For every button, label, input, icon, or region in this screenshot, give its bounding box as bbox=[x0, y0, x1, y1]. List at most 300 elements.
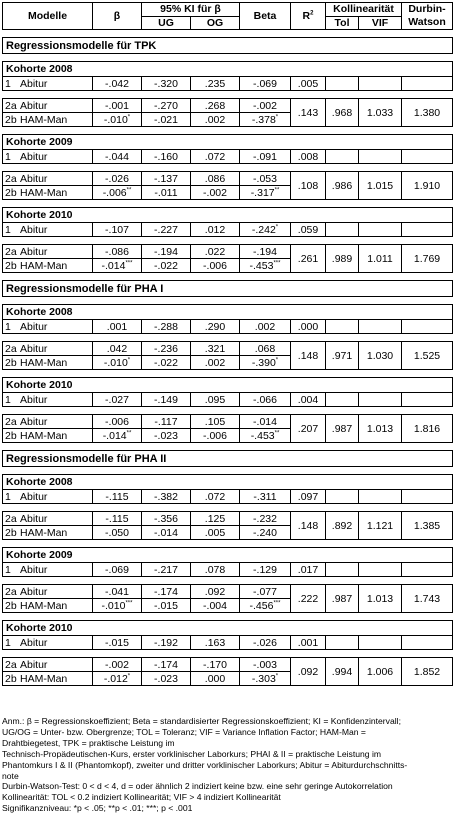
model-1-ug bbox=[142, 150, 191, 164]
model-2-beta-value: -.456 bbox=[249, 599, 274, 612]
model-1-beta-value: -.069 bbox=[253, 77, 277, 90]
model-2-b bbox=[93, 526, 142, 540]
model-label: 1 bbox=[5, 490, 11, 503]
cohort-title: Kohorte 2010 bbox=[3, 621, 453, 636]
model-2-og-value: .092 bbox=[204, 585, 226, 598]
model-1-vif-empty bbox=[359, 563, 402, 577]
predictor-label: Abitur bbox=[20, 585, 48, 598]
model-2-og bbox=[191, 658, 240, 672]
model-label: 2b bbox=[5, 599, 17, 612]
cohort-title: Kohorte 2009 bbox=[3, 135, 453, 150]
spacer-cell bbox=[3, 407, 453, 415]
model-1-r2 bbox=[291, 636, 326, 650]
model-1-label bbox=[3, 320, 93, 334]
model-2-b bbox=[93, 599, 142, 613]
model-2-ug-value: -.137 bbox=[154, 172, 178, 185]
model-1-beta bbox=[240, 223, 291, 237]
model-2-row bbox=[3, 172, 453, 186]
model-1-r2 bbox=[291, 77, 326, 91]
model-2-vif bbox=[359, 99, 402, 127]
spacer-cell bbox=[3, 650, 453, 658]
model-label: 1 bbox=[5, 150, 11, 163]
model-2-b bbox=[93, 429, 142, 443]
model-2-b-sig: *** bbox=[125, 600, 133, 606]
model-1-ug-value: -.288 bbox=[154, 320, 178, 333]
model-2-b bbox=[93, 585, 142, 599]
note-line: Phantomkurs I & II (Phantomkopf), zweiter und dritter vorklinischer Laborkurs; Abitur = Abiturdurchschnitts- bbox=[2, 759, 408, 770]
model-label: 2a bbox=[5, 512, 17, 525]
spacer-cell bbox=[3, 504, 453, 512]
model-2-beta-sig: *** bbox=[273, 600, 281, 606]
model-2-ug-value: -.174 bbox=[154, 585, 178, 598]
model-1-row bbox=[3, 393, 453, 407]
model-1-r2-value: .005 bbox=[297, 77, 319, 90]
model-1-beta bbox=[240, 490, 291, 504]
model-2-ug bbox=[142, 429, 191, 443]
model-2-tol-value: .987 bbox=[331, 592, 353, 605]
model-2-beta bbox=[240, 672, 291, 686]
model-1-ug bbox=[142, 636, 191, 650]
model-2-beta-sig: * bbox=[275, 114, 279, 120]
header-r2 bbox=[291, 3, 326, 30]
model-2-ug bbox=[142, 186, 191, 200]
header-r2-label: R bbox=[302, 10, 311, 22]
model-2-og bbox=[191, 259, 240, 273]
spacer-row bbox=[3, 334, 453, 342]
model-2-ug-value: -.023 bbox=[154, 672, 178, 685]
spacer-row bbox=[3, 273, 453, 281]
model-1-label bbox=[3, 393, 93, 407]
model-1-r2 bbox=[291, 320, 326, 334]
model-2-label bbox=[3, 245, 93, 259]
model-2-durbin-watson bbox=[402, 415, 453, 443]
model-1-r2-value: .000 bbox=[297, 320, 319, 333]
section-title: Regressionsmodelle für PHA I bbox=[3, 281, 453, 297]
model-1-r2 bbox=[291, 490, 326, 504]
predictor-label: Abitur bbox=[20, 245, 48, 258]
model-1-label bbox=[3, 77, 93, 91]
model-1-label bbox=[3, 563, 93, 577]
model-2-ug bbox=[142, 172, 191, 186]
model-label: 2b bbox=[5, 113, 17, 126]
model-1-b bbox=[93, 490, 142, 504]
model-2-r2 bbox=[291, 658, 326, 686]
predictor-label: Abitur bbox=[20, 99, 48, 112]
header-ki: 95% KI für β bbox=[142, 3, 240, 17]
model-1-og-value: .072 bbox=[204, 150, 226, 163]
model-2-og bbox=[191, 512, 240, 526]
model-2-ug bbox=[142, 245, 191, 259]
model-2-label bbox=[3, 342, 93, 356]
model-2-durbin-watson-value: 1.769 bbox=[413, 252, 441, 265]
model-2-r2 bbox=[291, 415, 326, 443]
model-1-ug-value: -.227 bbox=[154, 223, 178, 236]
model-2-label bbox=[3, 186, 93, 200]
model-2-tol bbox=[326, 99, 359, 127]
model-label: 2b bbox=[5, 186, 17, 199]
model-1-dw-empty bbox=[402, 563, 453, 577]
model-1-b-value: -.015 bbox=[105, 636, 129, 649]
model-2-r2-value: .143 bbox=[297, 106, 319, 119]
model-2-r2-value: .092 bbox=[297, 665, 319, 678]
model-2-beta-sig: ** bbox=[274, 187, 280, 193]
model-1-row bbox=[3, 490, 453, 504]
model-2-label bbox=[3, 512, 93, 526]
spacer-row bbox=[3, 127, 453, 135]
model-2-beta bbox=[240, 342, 291, 356]
model-1-dw-empty bbox=[402, 393, 453, 407]
cohort-title-row bbox=[3, 305, 453, 320]
model-1-ug-value: -.160 bbox=[154, 150, 178, 163]
model-2-ug bbox=[142, 113, 191, 127]
model-2-label bbox=[3, 415, 93, 429]
model-2-b bbox=[93, 512, 142, 526]
model-1-beta-value: -.066 bbox=[253, 393, 277, 406]
model-2-tol-value: .986 bbox=[331, 179, 353, 192]
model-1-tol-empty bbox=[326, 490, 359, 504]
model-1-beta bbox=[240, 393, 291, 407]
model-2-ug-value: -.022 bbox=[154, 356, 178, 369]
model-2-b-value: -.026 bbox=[105, 172, 129, 185]
model-2-beta-value: -.003 bbox=[253, 658, 277, 671]
model-1-b-value: -.042 bbox=[105, 77, 129, 90]
model-1-r2-value: .001 bbox=[297, 636, 319, 649]
model-2-b-value: -.006 bbox=[105, 415, 129, 428]
model-1-b bbox=[93, 77, 142, 91]
model-2-b-value: -.010 bbox=[103, 356, 128, 369]
model-2-b-value: -.115 bbox=[105, 512, 129, 525]
model-2-beta bbox=[240, 113, 291, 127]
model-2-b-value: -.002 bbox=[105, 658, 129, 671]
model-1-og-value: .078 bbox=[204, 563, 226, 576]
spacer-cell bbox=[3, 273, 453, 281]
model-2-beta-value: -.002 bbox=[253, 99, 277, 112]
model-2-og bbox=[191, 429, 240, 443]
predictor-label: Abitur bbox=[20, 490, 48, 503]
model-1-tol-empty bbox=[326, 636, 359, 650]
spacer-row bbox=[3, 577, 453, 585]
model-1-row bbox=[3, 320, 453, 334]
model-2-ug-value: -.174 bbox=[154, 658, 178, 671]
model-2-og-value: .086 bbox=[204, 172, 226, 185]
model-1-og bbox=[191, 77, 240, 91]
model-2-label bbox=[3, 113, 93, 127]
model-2-beta-value: -.378 bbox=[251, 113, 276, 126]
model-1-b-value: .001 bbox=[106, 320, 128, 333]
model-1-label bbox=[3, 223, 93, 237]
model-1-dw-empty bbox=[402, 490, 453, 504]
model-2-vif-value: 1.015 bbox=[366, 179, 394, 192]
model-2-og-value: .268 bbox=[204, 99, 226, 112]
model-2-beta bbox=[240, 99, 291, 113]
spacer-row bbox=[3, 91, 453, 99]
model-2-durbin-watson-value: 1.910 bbox=[413, 179, 441, 192]
model-2-ug bbox=[142, 585, 191, 599]
model-2-b-value: -.010 bbox=[103, 113, 128, 126]
model-2-tol bbox=[326, 658, 359, 686]
model-2-og bbox=[191, 526, 240, 540]
spacer-cell bbox=[3, 443, 453, 451]
model-2-vif-value: 1.033 bbox=[366, 106, 394, 119]
model-2-og bbox=[191, 113, 240, 127]
model-1-label bbox=[3, 150, 93, 164]
spacer-row bbox=[3, 30, 453, 38]
model-2-vif bbox=[359, 342, 402, 370]
model-2-og bbox=[191, 99, 240, 113]
header-dw-line2: Watson bbox=[408, 16, 446, 28]
model-2-og-value: .002 bbox=[204, 113, 226, 126]
model-1-row bbox=[3, 563, 453, 577]
model-2-row bbox=[3, 512, 453, 526]
model-1-beta bbox=[240, 563, 291, 577]
model-1-dw-empty bbox=[402, 636, 453, 650]
model-1-b-value: -.044 bbox=[105, 150, 129, 163]
model-1-b-value: -.115 bbox=[105, 490, 129, 503]
model-1-og bbox=[191, 636, 240, 650]
model-2-vif-value: 1.013 bbox=[366, 422, 394, 435]
model-label: 2b bbox=[5, 672, 17, 685]
model-label: 2a bbox=[5, 585, 17, 598]
model-2-tol-value: .892 bbox=[331, 519, 353, 532]
model-2-tol bbox=[326, 512, 359, 540]
model-2-row bbox=[3, 245, 453, 259]
model-1-ug bbox=[142, 563, 191, 577]
model-1-vif-empty bbox=[359, 77, 402, 91]
predictor-label: Abitur bbox=[20, 393, 48, 406]
model-1-tol-empty bbox=[326, 77, 359, 91]
model-2-durbin-watson-value: 1.743 bbox=[413, 592, 441, 605]
model-2-beta bbox=[240, 245, 291, 259]
model-2-vif bbox=[359, 415, 402, 443]
model-2-og-value: .000 bbox=[204, 672, 226, 685]
model-2-og-value: -.004 bbox=[203, 599, 227, 612]
note-line: note bbox=[2, 770, 19, 781]
model-2-durbin-watson-value: 1.852 bbox=[413, 665, 441, 678]
model-2-beta-value: -.014 bbox=[253, 415, 277, 428]
model-2-beta-value: -.077 bbox=[253, 585, 277, 598]
model-1-og-value: .012 bbox=[204, 223, 226, 236]
model-2-ug-value: -.014 bbox=[154, 526, 178, 539]
predictor-label: HAM-Man bbox=[20, 113, 68, 126]
model-1-og-value: .072 bbox=[204, 490, 226, 503]
model-1-r2-value: .097 bbox=[297, 490, 319, 503]
model-2-beta-value: -.240 bbox=[253, 526, 277, 539]
model-1-og bbox=[191, 563, 240, 577]
cohort-title-row bbox=[3, 378, 453, 393]
model-2-ug bbox=[142, 415, 191, 429]
model-1-b bbox=[93, 150, 142, 164]
model-label: 1 bbox=[5, 393, 11, 406]
model-1-b bbox=[93, 223, 142, 237]
model-2-label bbox=[3, 356, 93, 370]
model-2-ug-value: -.023 bbox=[154, 429, 178, 442]
model-1-beta-value: -.311 bbox=[253, 490, 277, 503]
predictor-label: Abitur bbox=[20, 415, 48, 428]
model-1-ug-value: -.192 bbox=[154, 636, 178, 649]
model-2-r2 bbox=[291, 342, 326, 370]
model-2-row bbox=[3, 415, 453, 429]
model-2-vif bbox=[359, 658, 402, 686]
model-label: 2a bbox=[5, 245, 17, 258]
header-modelle: Modelle bbox=[3, 3, 93, 30]
model-2-beta bbox=[240, 585, 291, 599]
model-1-og bbox=[191, 393, 240, 407]
note-line: Drahtbiegetest, TPK = praktische Leistung im bbox=[2, 737, 175, 748]
model-1-beta bbox=[240, 636, 291, 650]
model-label: 1 bbox=[5, 636, 11, 649]
model-2-b bbox=[93, 342, 142, 356]
model-2-r2-value: .222 bbox=[297, 592, 319, 605]
model-2-vif bbox=[359, 245, 402, 273]
model-1-og-value: .163 bbox=[204, 636, 226, 649]
model-2-ug bbox=[142, 526, 191, 540]
model-2-label bbox=[3, 585, 93, 599]
spacer-row bbox=[3, 200, 453, 208]
header-kollinearitaet: Kollinearität bbox=[326, 3, 402, 17]
model-2-durbin-watson bbox=[402, 342, 453, 370]
model-2-tol-value: .971 bbox=[331, 349, 353, 362]
model-2-og-value: -.002 bbox=[203, 186, 227, 199]
model-1-beta-value: -.091 bbox=[253, 150, 277, 163]
model-2-ug bbox=[142, 259, 191, 273]
model-2-vif-value: 1.121 bbox=[366, 519, 394, 532]
model-2-row bbox=[3, 658, 453, 672]
spacer-row bbox=[3, 237, 453, 245]
model-2-b bbox=[93, 356, 142, 370]
model-1-og bbox=[191, 223, 240, 237]
model-2-ug-value: -.356 bbox=[154, 512, 178, 525]
predictor-label: Abitur bbox=[20, 636, 48, 649]
model-2-tol bbox=[326, 342, 359, 370]
spacer-cell bbox=[3, 164, 453, 172]
model-2-r2-value: .108 bbox=[297, 179, 319, 192]
model-2-beta bbox=[240, 526, 291, 540]
predictor-label: Abitur bbox=[20, 77, 48, 90]
cohort-title: Kohorte 2008 bbox=[3, 62, 453, 77]
model-1-dw-empty bbox=[402, 150, 453, 164]
model-2-beta-value: -.453 bbox=[250, 429, 275, 442]
model-2-tol bbox=[326, 415, 359, 443]
note-line: Anm.: β = Regressionskoeffizient; Beta = standardisierter Regressionskoeffizient; KI = Konfidenzintervall; bbox=[2, 716, 401, 726]
cohort-title-row bbox=[3, 62, 453, 77]
spacer-cell bbox=[3, 334, 453, 342]
note-line: Technisch-Propädeutischen-Kurs, erster vorklinischer Laborkurs; PHAI & II = praktische Leistung im bbox=[2, 748, 382, 759]
spacer-row bbox=[3, 164, 453, 172]
spacer-row bbox=[3, 407, 453, 415]
spacer-cell bbox=[3, 127, 453, 135]
spacer-row bbox=[3, 650, 453, 658]
model-2-b-sig: ** bbox=[126, 430, 132, 436]
model-2-b-value: -.086 bbox=[105, 245, 129, 258]
section-title: Regressionsmodelle für TPK bbox=[3, 38, 453, 54]
model-2-b-value: -.014 bbox=[101, 259, 126, 272]
model-2-ug-value: -.021 bbox=[154, 113, 178, 126]
model-1-r2-value: .008 bbox=[297, 150, 319, 163]
cohort-title-row bbox=[3, 475, 453, 490]
model-1-vif-empty bbox=[359, 636, 402, 650]
model-2-b bbox=[93, 99, 142, 113]
model-2-og-value: -.006 bbox=[203, 259, 227, 272]
header-r2-sup: 2 bbox=[310, 10, 314, 17]
model-1-beta bbox=[240, 320, 291, 334]
model-2-b bbox=[93, 186, 142, 200]
model-2-beta-value: -.303 bbox=[251, 672, 276, 685]
predictor-label: HAM-Man bbox=[20, 356, 68, 369]
model-2-durbin-watson-value: 1.816 bbox=[413, 422, 441, 435]
model-2-durbin-watson bbox=[402, 99, 453, 127]
predictor-label: Abitur bbox=[20, 512, 48, 525]
predictor-label: Abitur bbox=[20, 342, 48, 355]
model-2-r2 bbox=[291, 512, 326, 540]
model-2-durbin-watson bbox=[402, 172, 453, 200]
model-label: 1 bbox=[5, 563, 11, 576]
model-1-b-value: -.027 bbox=[105, 393, 129, 406]
cohort-title: Kohorte 2009 bbox=[3, 548, 453, 563]
spacer-cell bbox=[3, 577, 453, 585]
model-2-beta-value: .068 bbox=[254, 342, 276, 355]
model-2-beta bbox=[240, 415, 291, 429]
model-1-dw-empty bbox=[402, 77, 453, 91]
model-2-durbin-watson bbox=[402, 245, 453, 273]
model-2-b-sig: * bbox=[127, 673, 131, 679]
model-1-label bbox=[3, 490, 93, 504]
model-1-vif-empty bbox=[359, 393, 402, 407]
cohort-title: Kohorte 2010 bbox=[3, 208, 453, 223]
model-1-label bbox=[3, 636, 93, 650]
predictor-label: HAM-Man bbox=[20, 599, 68, 612]
predictor-label: HAM-Man bbox=[20, 526, 68, 539]
predictor-label: Abitur bbox=[20, 150, 48, 163]
model-1-tol-empty bbox=[326, 563, 359, 577]
model-2-ug bbox=[142, 99, 191, 113]
header-tol: Tol bbox=[326, 16, 359, 30]
model-2-beta bbox=[240, 356, 291, 370]
model-2-beta-value: -.194 bbox=[253, 245, 277, 258]
model-2-og-value: .125 bbox=[204, 512, 226, 525]
model-1-ug-value: -.217 bbox=[154, 563, 178, 576]
model-1-vif-empty bbox=[359, 490, 402, 504]
model-2-b-sig: * bbox=[127, 357, 131, 363]
spacer-cell bbox=[3, 613, 453, 621]
model-2-tol-value: .994 bbox=[331, 665, 353, 678]
spacer-cell bbox=[3, 237, 453, 245]
model-2-label bbox=[3, 99, 93, 113]
table-body bbox=[3, 3, 453, 686]
model-1-dw-empty bbox=[402, 223, 453, 237]
model-2-tol bbox=[326, 172, 359, 200]
predictor-label: HAM-Man bbox=[20, 672, 68, 685]
model-2-label bbox=[3, 658, 93, 672]
model-2-b bbox=[93, 658, 142, 672]
model-2-beta-sig: * bbox=[275, 357, 279, 363]
model-1-tol-empty bbox=[326, 150, 359, 164]
model-2-beta-value: -.053 bbox=[253, 172, 277, 185]
model-2-beta bbox=[240, 658, 291, 672]
model-2-ug bbox=[142, 356, 191, 370]
model-2-tol-value: .968 bbox=[331, 106, 353, 119]
model-1-beta bbox=[240, 150, 291, 164]
model-2-durbin-watson-value: 1.525 bbox=[413, 349, 441, 362]
predictor-label: Abitur bbox=[20, 658, 48, 671]
model-2-row bbox=[3, 99, 453, 113]
model-1-og bbox=[191, 320, 240, 334]
note-line: Signifikanzniveau: *p < .05; **p < .01; ***; p < .001 bbox=[2, 803, 193, 814]
note-line: Durbin-Watson-Test: 0 < d < 4, d = oder ähnlich 2 indiziert keine bzw. eine sehr geringe Autokorrelation bbox=[2, 781, 393, 792]
model-1-beta-value: -.026 bbox=[253, 636, 277, 649]
spacer-cell bbox=[3, 467, 453, 475]
model-1-b bbox=[93, 393, 142, 407]
predictor-label: HAM-Man bbox=[20, 429, 68, 442]
